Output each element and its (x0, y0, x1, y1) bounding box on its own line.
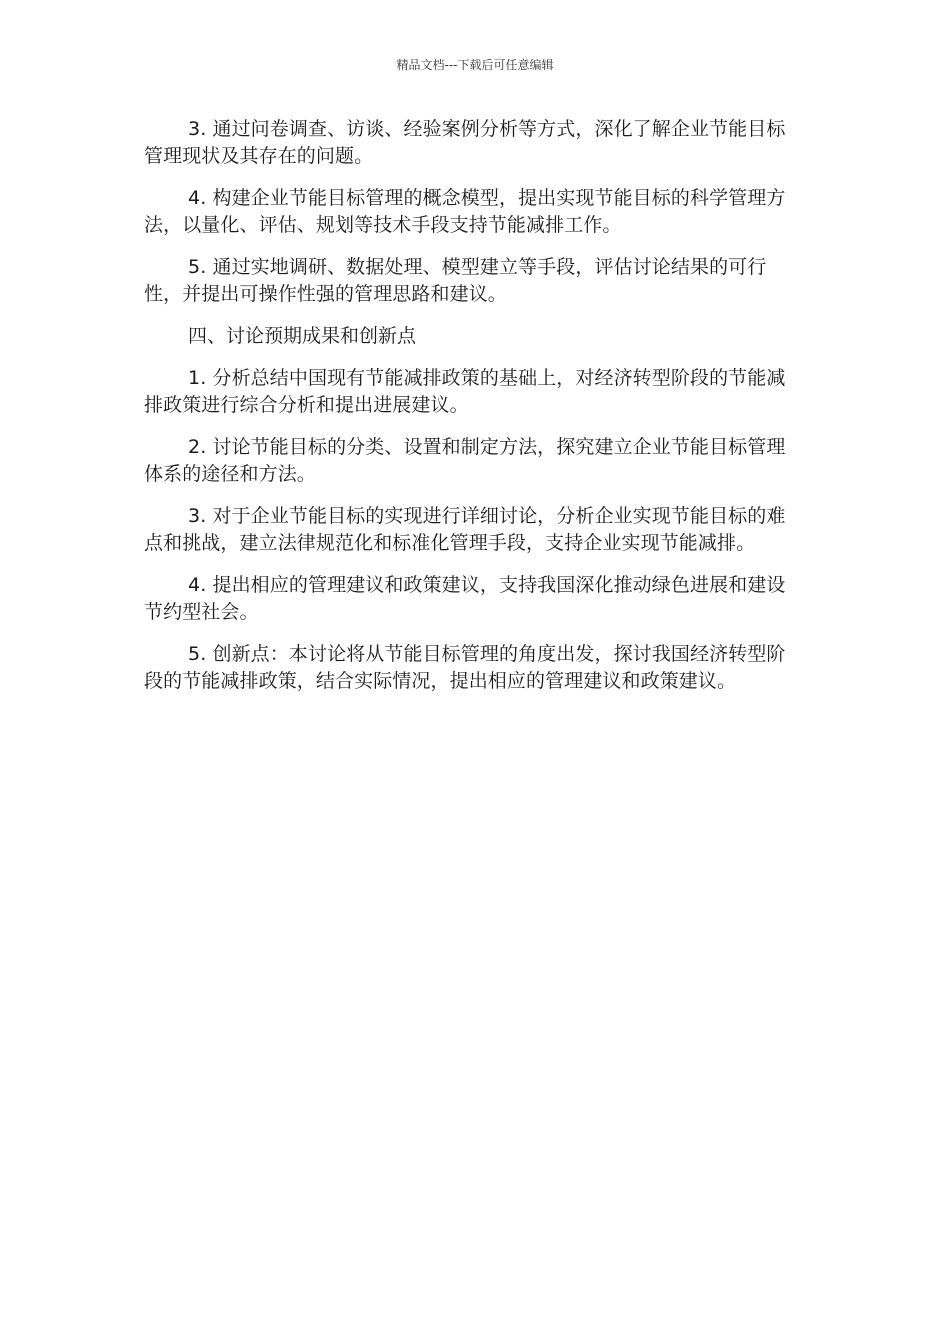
paragraph-item: 4. 构建企业节能目标管理的概念模型，提出实现节能目标的科学管理方法，以量化、评估、规划等技术手段支持节能减排工作。 (144, 187, 786, 236)
paragraph-item: 3. 对于企业节能目标的实现进行详细讨论，分析企业实现节能目标的难点和挑战，建立法律规范化和标准化管理手段，支持企业实现节能减排。 (144, 505, 786, 554)
paragraph-item: 2. 讨论节能目标的分类、设置和制定方法，探究建立企业节能目标管理体系的途径和方法。 (144, 436, 786, 485)
paragraph-item: 4. 提出相应的管理建议和政策建议，支持我国深化推动绿色进展和建设节约型社会。 (144, 574, 786, 623)
paragraph-item: 5. 创新点：本讨论将从节能目标管理的角度出发，探讨我国经济转型阶段的节能减排政策，结合实际情况，提出相应的管理建议和政策建议。 (144, 643, 786, 692)
paragraph-item: 5. 通过实地调研、数据处理、模型建立等手段，评估讨论结果的可行性，并提出可操作性强的管理思路和建议。 (144, 256, 767, 305)
paragraph-item: 3. 通过问卷调查、访谈、经验案例分析等方式，深化了解企业节能目标管理现状及其存在的问题。 (144, 118, 786, 167)
section-heading: 四、讨论预期成果和创新点 (188, 325, 417, 347)
document-body (144, 116, 800, 710)
page-header: 精品文档---下载后可任意编辑 (396, 58, 554, 72)
paragraph-item: 1. 分析总结中国现有节能减排政策的基础上，对经济转型阶段的节能减排政策进行综合分析和提出进展建议。 (144, 367, 786, 416)
